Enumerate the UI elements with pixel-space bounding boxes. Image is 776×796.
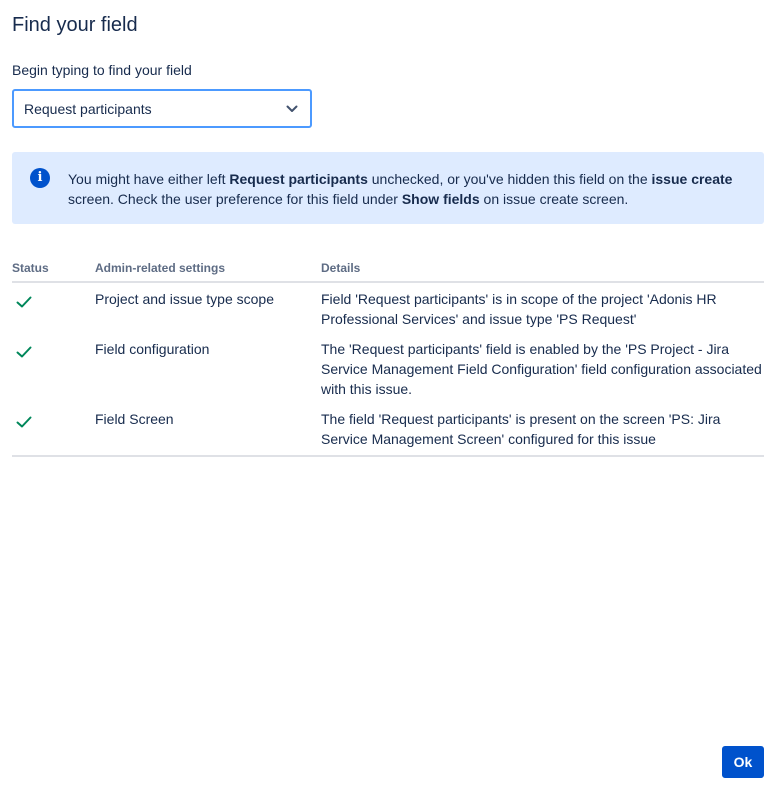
row-details: The 'Request participants' field is enabled by the 'PS Project - Jira Service Management Field Configuration' field configuration associated with this issue. <box>321 341 762 397</box>
check-icon <box>16 293 32 313</box>
dialog-title: Find your field <box>12 14 138 36</box>
field-status-table <box>12 259 764 457</box>
row-setting: Field configuration <box>95 341 210 357</box>
check-icon <box>16 413 32 433</box>
header-admin-settings: Admin-related settings <box>95 259 321 282</box>
table-header-row <box>12 259 764 282</box>
field-select-value: Request participants <box>24 100 152 117</box>
info-message-text: You might have either left Request participants unchecked, or you've hidden this field on the issue create screen. Check the user preference for this field under Show fields on issue create screen. <box>68 171 733 207</box>
row-setting: Project and issue type scope <box>95 291 274 307</box>
chevron-down-icon[interactable] <box>284 101 300 117</box>
header-details: Details <box>321 259 764 282</box>
table-row <box>12 333 764 403</box>
field-search-label: Begin typing to find your field <box>12 62 192 78</box>
ok-button[interactable]: Ok <box>722 746 764 778</box>
field-select[interactable] <box>12 89 312 128</box>
check-icon <box>16 343 32 363</box>
table-row <box>12 403 764 456</box>
header-status: Status <box>12 259 95 282</box>
info-message <box>12 152 764 224</box>
info-icon: i <box>30 168 50 188</box>
row-details: The field 'Request participants' is present on the screen 'PS: Jira Service Management Screen' configured for this issue <box>321 403 764 456</box>
row-setting: Field Screen <box>95 403 321 456</box>
row-details: Field 'Request participants' is in scope of the project 'Adonis HR Professional Services' and issue type 'PS Request' <box>321 291 717 327</box>
table-row <box>12 282 764 333</box>
